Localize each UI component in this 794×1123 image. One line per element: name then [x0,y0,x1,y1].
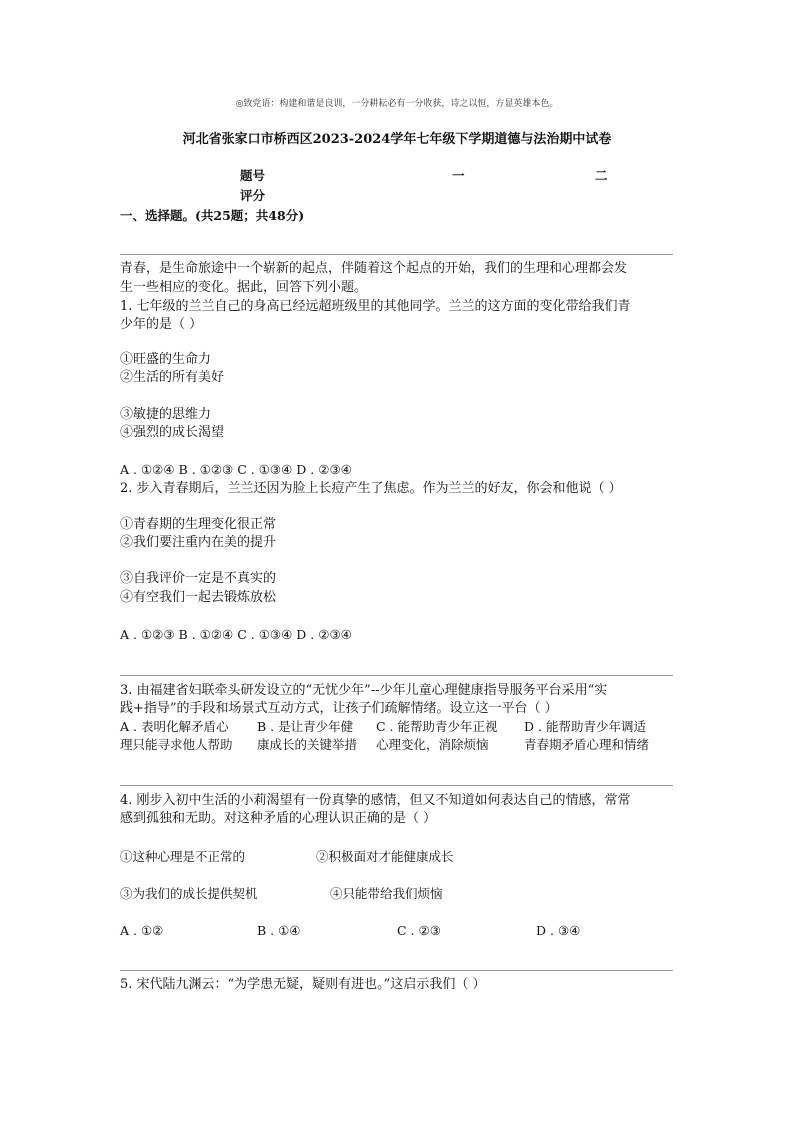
q2-item-4: ④有空我们一起去锻炼放松 [120,590,277,605]
q3-option-a-line-2: 理只能寻求他人帮助 [120,737,233,752]
q3-option-a-line-1: A . 表明化解矛盾心 [120,719,229,734]
q3-option-c[interactable] [376,718,498,754]
passage-line-2: 生一些相应的变化。据此，回答下列小题。 [120,280,368,295]
header-motto: ◎致党语：构建和谐是良训，一分耕耘必有一分收获，诗之以恒，方显英雄本色。 [235,99,559,109]
q1-options[interactable]: A . ①②④ B . ①②③ C . ①③④ D . ②③④ [120,462,352,477]
q3-stem-line-1: 3. 由福建省妇联牵头研发设立的“无忧少年”--少年儿童心理健康指导服务平台采用“实 [120,683,608,698]
q3-option-b[interactable] [257,718,357,754]
q1-item-1: ①旺盛的生命力 [120,352,212,367]
q4-option-c[interactable]: C . ②③ [397,923,441,938]
q4-option-a[interactable]: A . ①② [120,923,164,938]
q2-item-3: ③自我评价一定是不真实的 [120,571,277,586]
q2-options[interactable]: A . ①②③ B . ①②④ C . ①③④ D . ②③④ [120,627,352,642]
divider [120,785,673,786]
q3-option-d[interactable] [524,718,649,754]
q3-option-b-line-2: 康成长的关键举措 [257,737,358,752]
q2-item-2: ②我们要注重内在美的提升 [120,535,277,550]
section-heading: 一、选择题。(共25题；共48分) [120,208,305,223]
q1-stem-line-1: 1. 七年级的兰兰自己的身高已经远超班级里的其他同学。兰兰的这方面的变化带给我们青 [120,299,631,314]
score-header-part-1: 一 [452,168,465,183]
q3-option-c-line-2: 心理变化，消除烦恼 [376,737,489,752]
q1-stem-line-2: 少年的是（ ） [120,317,203,332]
q3-option-d-line-2: 青春期矛盾心理和情绪 [524,737,650,752]
score-table [240,166,660,206]
q2-stem: 2. 步入青春期后，兰兰还因为脸上长痘产生了焦虑。作为兰兰的好友，你会和他说（ ） [120,481,622,496]
q1-item-3: ③敏捷的思维力 [120,407,212,422]
passage-line-1: 青春，是生命旅途中一个崭新的起点，伴随着这个起点的开始，我们的生理和心理都会发 [120,261,628,276]
q4-stem-line-2: 感到孤独和无助。对这种矛盾的心理认识正确的是（ ） [120,811,437,826]
q3-option-b-line-1: B . 是让青少年健 [257,719,354,734]
q4-stem-line-1: 4. 刚步入初中生活的小莉渴望有一份真挚的感情，但又不知道如何表达自己的情感，常常 [120,793,631,808]
score-row-score [240,186,660,206]
q4-option-b[interactable]: B . ①④ [257,923,301,938]
q4-option-d[interactable]: D . ③④ [536,923,581,938]
score-header-label: 题号 [240,168,266,183]
q4-item-3: ③为我们的成长提供契机 [120,886,258,901]
q1-item-4: ④强烈的成长渴望 [120,425,225,440]
score-header-part-2: 二 [595,168,608,183]
q3-option-a[interactable] [120,718,233,754]
q5-stem: 5. 宋代陆九渊云：“为学患无疑，疑则有进也。”这启示我们（ ） [120,977,486,992]
q2-item-1: ①青春期的生理变化很正常 [120,517,277,532]
q3-option-c-line-1: C . 能帮助青少年正视 [376,719,498,734]
divider [120,675,673,676]
divider [120,254,673,255]
exam-title: 河北省张家口市桥西区2023-2024学年七年级下学期道德与法治期中试卷 [182,132,612,147]
q3-option-d-line-1: D . 能帮助青少年调适 [524,719,646,734]
q4-item-1: ①这种心理是不正常的 [120,849,246,864]
q3-stem-line-2: 践+指导”的手段和场景式互动方式，让孩子们疏解情绪。设立这一平台（ ） [120,701,558,716]
score-row-question-number [240,166,660,186]
score-label: 评分 [240,188,266,203]
q4-item-2: ②积极面对才能健康成长 [316,849,454,864]
q4-item-4: ④只能带给我们烦恼 [330,886,443,901]
q1-item-2: ②生活的所有美好 [120,370,225,385]
divider [120,970,673,971]
